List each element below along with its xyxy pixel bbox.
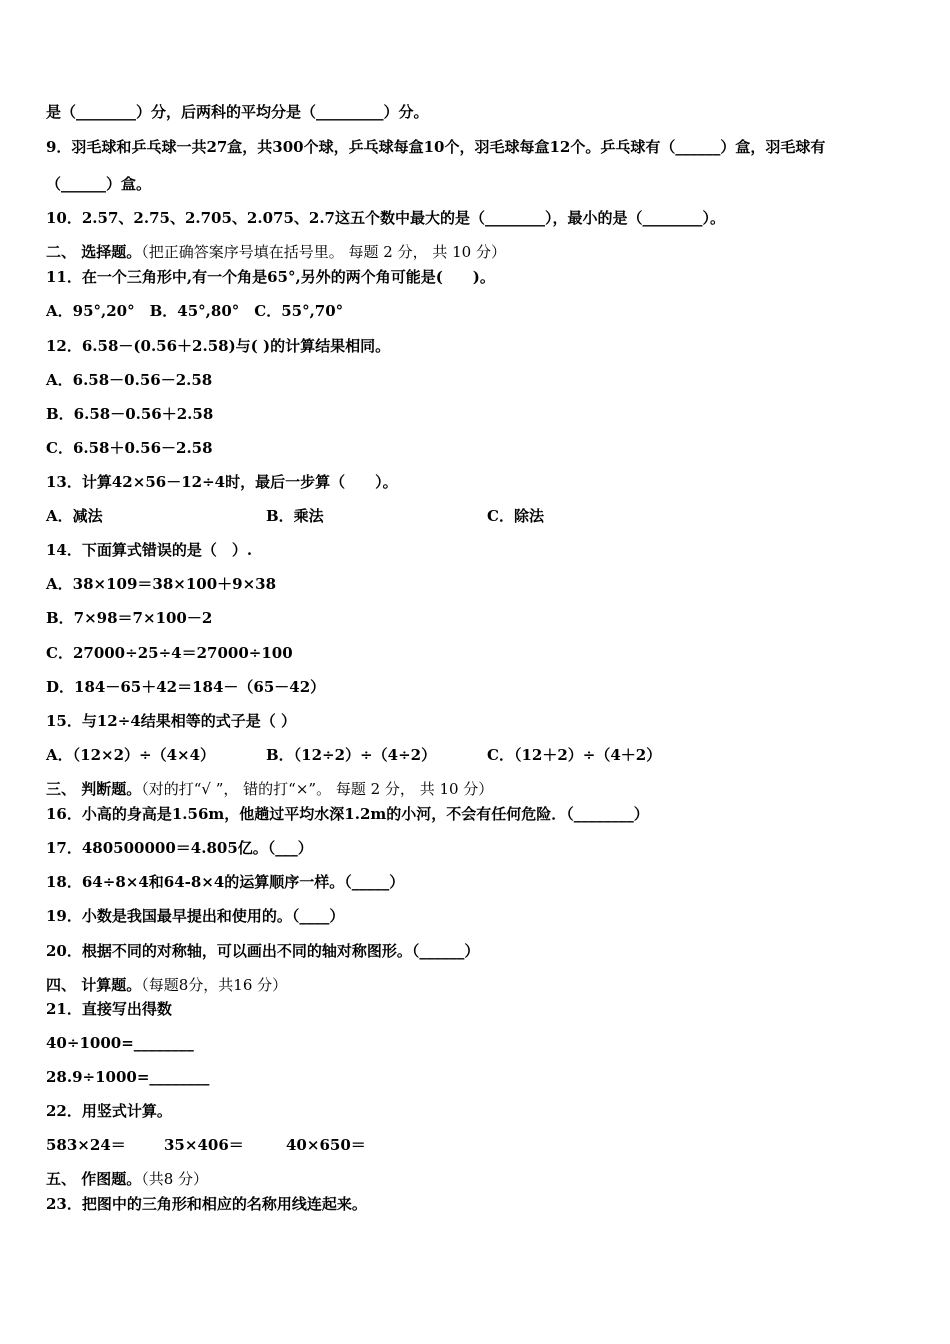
section-3-note: （对的打“√ ”， 错的打“×”。 每题 2 分， 共 10 分）: [141, 780, 494, 798]
section-4-heading: [46, 975, 287, 995]
question-20: 20．根据不同的对称轴，可以画出不同的轴对称图形。（______）: [46, 942, 480, 960]
question-12-option-b: B．6.58－0.56＋2.58: [46, 405, 214, 423]
question-14-option-b: B．7×98＝7×100－2: [46, 609, 213, 627]
question-15-option-c: C．（12＋2）÷（4＋2）: [487, 746, 662, 764]
question-22-item-3: 40×650＝: [286, 1136, 366, 1154]
question-10: 10．2.57、2.75、2.705、2.075、2.7这五个数中最大的是（________），最小的是（________）。: [46, 209, 725, 227]
question-9: 9．羽毛球和乒乓球一共27盒，共300个球，乒乓球每盒10个，羽毛球每盒12个。乒乓球有（______）盒，羽毛球有: [46, 138, 826, 156]
section-2-title: 二、 选择题。: [46, 243, 142, 261]
question-19: 19．小数是我国最早提出和使用的。（____）: [46, 907, 345, 925]
question-21-item-1: 40÷1000=________: [46, 1034, 194, 1052]
question-22-item-1: 583×24＝: [46, 1136, 126, 1154]
question-16: 16．小高的身高是1.56m，他趟过平均水深1.2m的小河，不会有任何危险．（________）: [46, 805, 649, 823]
question-17: 17．480500000＝4.805亿。（___）: [46, 839, 313, 857]
section-5-note: （共8 分）: [141, 1170, 209, 1188]
question-22-item-2: 35×406＝: [164, 1136, 244, 1154]
section-5-heading: [46, 1169, 208, 1189]
question-11-options: A．95°,20° B．45°,80° C．55°,70°: [46, 302, 344, 320]
question-12-option-a: A．6.58－0.56－2.58: [46, 371, 213, 389]
question-15: 15．与12÷4结果相等的式子是（ ）: [46, 712, 296, 730]
section-2-note: （把正确答案序号填在括号里。 每题 2 分， 共 10 分）: [141, 243, 506, 261]
section-4-title: 四、 计算题。: [46, 976, 142, 994]
question-11: 11．在一个三角形中,有一个角是65°,另外的两个角可能是( )。: [46, 268, 495, 286]
question-12-option-c: C．6.58＋0.56－2.58: [46, 439, 213, 457]
section-3-title: 三、 判断题。: [46, 780, 142, 798]
line-fill-blank-continuation: 是（________）分，后两科的平均分是（_________）分。: [46, 103, 429, 121]
question-21-item-2: 28.9÷1000=________: [46, 1068, 210, 1086]
section-4-note: （每题8分，共16 分）: [141, 976, 288, 994]
question-22: 22．用竖式计算。: [46, 1102, 172, 1120]
question-9-continuation: （______）盒。: [46, 175, 152, 193]
question-14-option-d: D．184－65＋42＝184－（65－42）: [46, 678, 326, 696]
question-13-option-c: C．除法: [487, 507, 544, 525]
question-14-option-a: A．38×109＝38×100＋9×38: [46, 575, 277, 593]
question-18: 18．64÷8×4和64-8×4的运算顺序一样。（_____）: [46, 873, 405, 891]
question-13: 13．计算42×56－12÷4时，最后一步算（ ）。: [46, 473, 398, 491]
section-3-heading: [46, 779, 493, 799]
question-12: 12．6.58－(0.56＋2.58)与( )的计算结果相同。: [46, 337, 391, 355]
section-5-title: 五、 作图题。: [46, 1170, 142, 1188]
question-14: 14．下面算式错误的是（ ）.: [46, 541, 253, 559]
question-15-option-b: B．（12÷2）÷（4÷2）: [266, 746, 437, 764]
question-23: 23．把图中的三角形和相应的名称用线连起来。: [46, 1195, 367, 1213]
question-13-option-a: A．减法: [46, 507, 103, 525]
question-21: 21．直接写出得数: [46, 1000, 172, 1018]
question-14-option-c: C．27000÷25÷4＝27000÷100: [46, 644, 293, 662]
section-2-heading: [46, 242, 506, 262]
question-13-option-b: B．乘法: [266, 507, 324, 525]
question-15-option-a: A．（12×2）÷（4×4）: [46, 746, 216, 764]
